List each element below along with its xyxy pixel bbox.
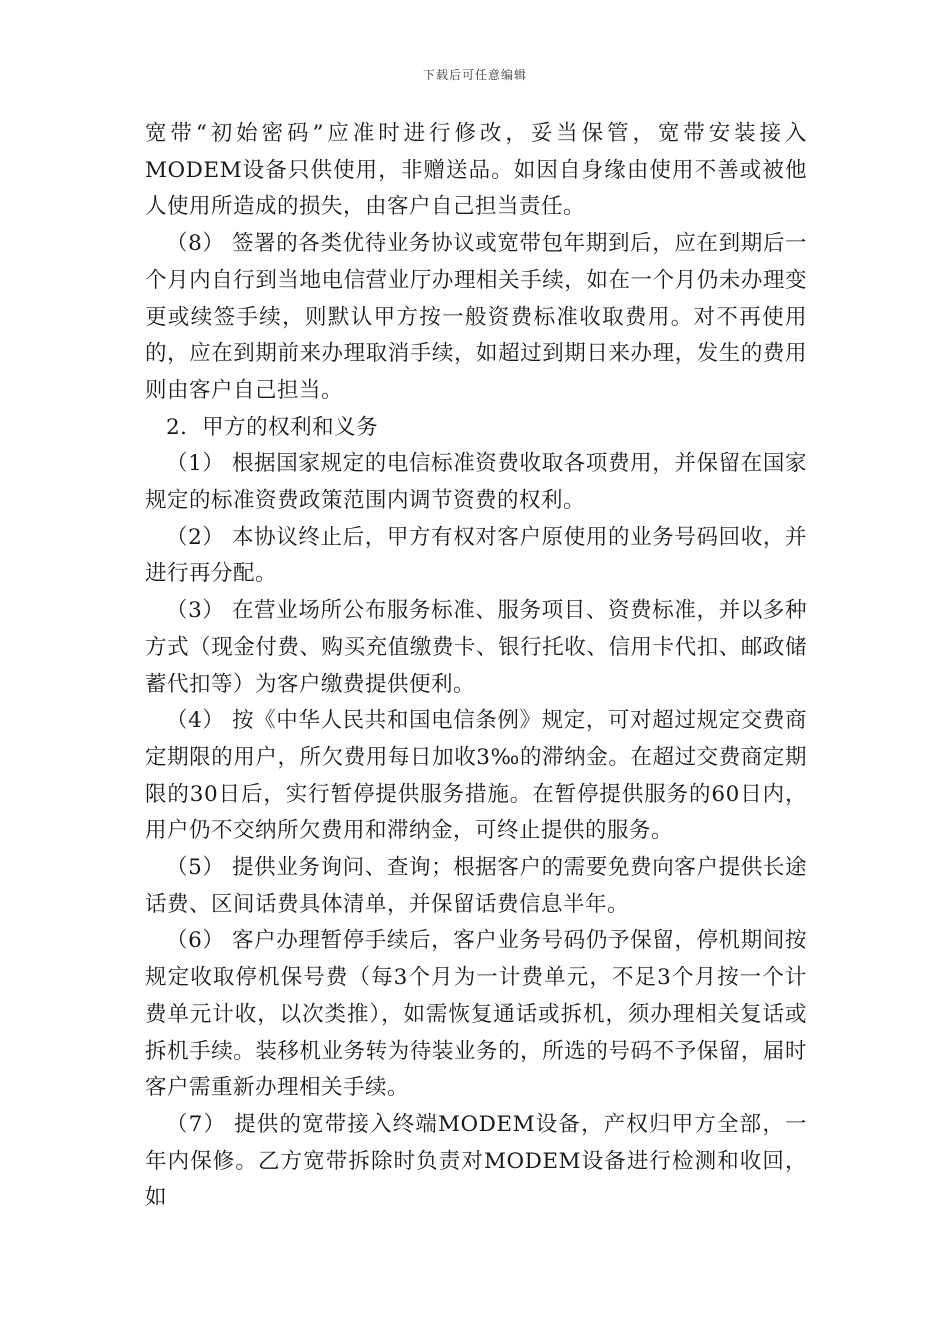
paragraph-item-8: （8） 签署的各类优待业务协议或宽带包年期到后，应在到期后一个月内自行到当地电信营业厅办理相关手续，如在一个月仍未办理变更或续签手续，则默认甲方按一般资费标准收取费用。对不再使用的，应在到期前来办理取消手续，如超过到期日来办理，发生的费用则由客户自己担当。 bbox=[145, 231, 807, 403]
paragraph-item-6: （6） 客户办理暂停手续后，客户业务号码仍予保留，停机期间按规定收取停机保号费（每3个月为一计费单元，不足3个月按一个计费单元计收，以次类推），如需恢复通话或拆机，须办理相关复话或拆机手续。装移机业务转为待装业务的，所选的号码不予保留，届时客户需重新办理相关手续。 bbox=[145, 928, 807, 1101]
paragraph-item-7: （7） 提供的宽带接入终端MODEM设备，产权归甲方全部，一年内保修。乙方宽带拆除时负责对MODEM设备进行检测和收回，如 bbox=[145, 1111, 807, 1211]
paragraph-item-1: （1） 根据国家规定的电信标准资费收取各项费用，并保留在国家规定的标准资费政策范围内调节资费的权利。 bbox=[145, 451, 807, 514]
paragraph-item-2: （2） 本协议终止后，甲方有权对客户原使用的业务号码回收，并进行再分配。 bbox=[145, 524, 807, 587]
paragraph-continuation: 宽带“初始密码”应准时进行修改，妥当保管，宽带安装接入MODEM设备只供使用，非赠送品。如因自身缘由使用不善或被他人使用所造成的损失，由客户自己担当责任。 bbox=[145, 121, 807, 220]
section-heading-party-a-rights: 2．甲方的权利和义务 bbox=[166, 414, 379, 440]
paragraph-item-4: （4） 按《中华人民共和国电信条例》规定，可对超过规定交费商定期限的用户，所欠费用每日加收3‰的滞纳金。在超过交费商定期限的30日后，实行暂停提供服务措施。在暂停提供服务的60日内，用户仍不交纳所欠费用和滞纳金，可终止提供的服务。 bbox=[145, 708, 807, 844]
page-header: 下载后可任意编辑 bbox=[422, 68, 527, 82]
paragraph-item-5: （5） 提供业务询问、查询；根据客户的需要免费向客户提供长途话费、区间话费具体清单，并保留话费信息半年。 bbox=[145, 855, 807, 917]
paragraph-item-3: （3） 在营业场所公布服务标准、服务项目、资费标准，并以多种方式（现金付费、购买充值缴费卡、银行托收、信用卡代扣、邮政储蓄代扣等）为客户缴费提供便利。 bbox=[145, 598, 807, 697]
document-body bbox=[145, 116, 807, 1217]
